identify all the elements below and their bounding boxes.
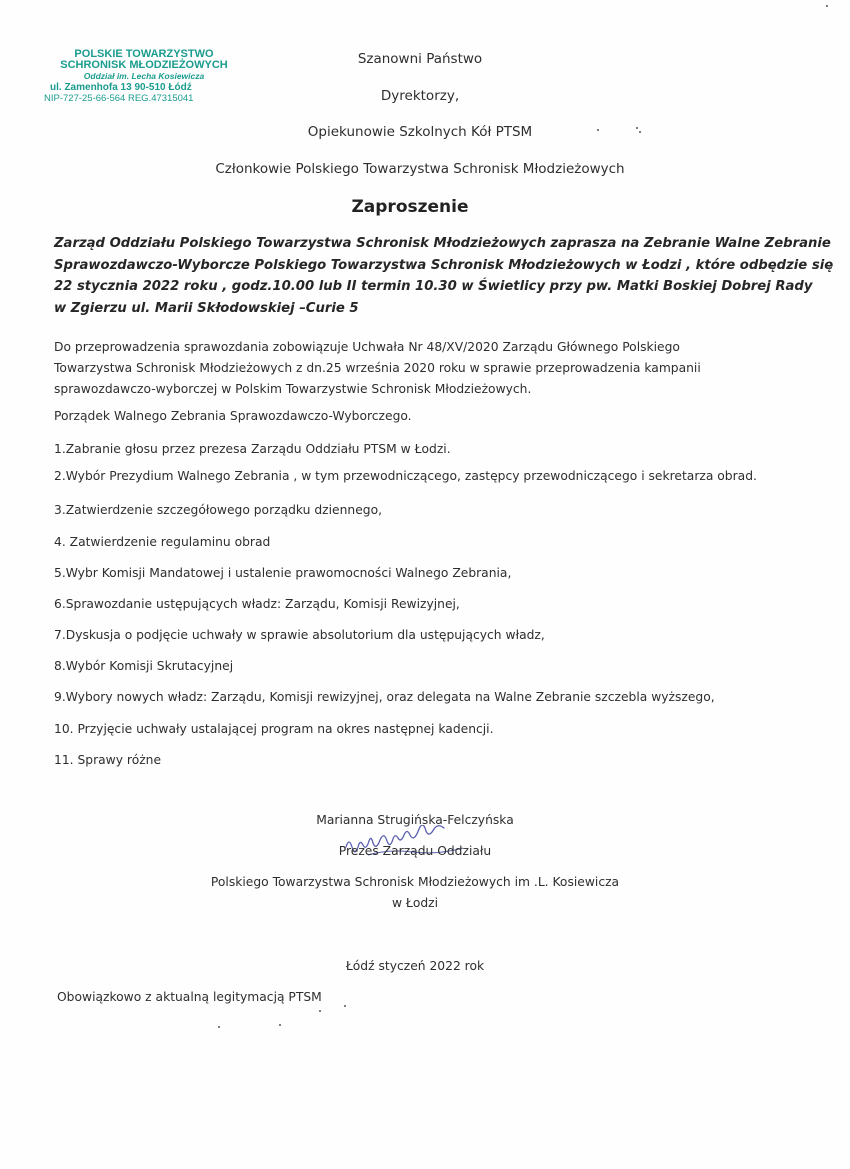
document-date: Łódź styczeń 2022 rok: [345, 959, 485, 973]
agenda-item: 11. Sprawy różne: [54, 753, 162, 767]
paragraph-line: sprawozdawczo-wyborczej w Polskim Towarzystwie Schronisk Młodzieżowych.: [54, 382, 532, 396]
footer-note: Obowiązkowo z aktualną legitymacją PTSM: [57, 990, 322, 1004]
scan-speck: [826, 5, 828, 7]
signatory-city: w Łodzi: [391, 896, 439, 910]
salutation-line-3: Opiekunowie Szkolnych Kół PTSM: [307, 124, 533, 140]
paragraph-line: Do przeprowadzenia sprawozdania zobowiązuje Uchwała Nr 48/XV/2020 Zarządu Głównego Polskiego: [54, 340, 680, 354]
scan-speck: [319, 1010, 321, 1012]
intro-line: Sprawozdawczo-Wyborcze Polskiego Towarzystwa Schronisk Młodzieżowych w Łodzi , które odbędzie się: [54, 257, 834, 273]
stamp-line-4: ul. Zamenhofa 13 90-510 Łódź: [50, 82, 192, 93]
intro-line: Zarząd Oddziału Polskiego Towarzystwa Schronisk Młodzieżowych zaprasza na Zebranie Walne Zebranie: [54, 236, 831, 251]
agenda-item: 6.Sprawozdanie ustępujących władz: Zarządu, Komisji Rewizyjnej,: [54, 597, 460, 611]
document-title: Zaproszenie: [351, 197, 469, 217]
scan-speck: [218, 1026, 220, 1028]
legal-basis-paragraph: [54, 337, 794, 400]
signatory-organization: Polskiego Towarzystwa Schronisk Młodzieżowych im .L. Kosiewicza: [210, 875, 620, 889]
agenda-item: 10. Przyjęcie uchwały ustalającej program na okres następnej kadencji.: [54, 722, 494, 736]
intro-line: w Zgierzu ul. Marii Skłodowskiej –Curie 5: [54, 301, 359, 317]
agenda-item: 2.Wybór Prezydium Walnego Zebrania , w tym przewodniczącego, zastępcy przewodniczącego i sekretarza obrad.: [54, 469, 757, 483]
stamp-line-1: POLSKIE TOWARZYSTWO: [74, 48, 214, 60]
scan-speck: [597, 129, 599, 131]
scan-speck: [279, 1024, 281, 1026]
stamp-line-3: Oddział im. Lecha Kosiewicza: [83, 71, 205, 81]
agenda-item: 3.Zatwierdzenie szczegółowego porządku dziennego,: [54, 503, 383, 517]
agenda-item: 4. Zatwierdzenie regulaminu obrad: [54, 535, 271, 549]
salutation-line-2: Dyrektorzy,: [380, 88, 460, 104]
salutation-line-4: Członkowie Polskiego Towarzystwa Schronisk Młodzieżowych: [215, 161, 625, 177]
agenda-header: Porządek Walnego Zebrania Sprawozdawczo-Wyborczego.: [54, 409, 412, 423]
signatory-name: Marianna Strugińska-Felczyńska: [316, 813, 514, 827]
agenda-item: 9.Wybory nowych władz: Zarządu, Komisji rewizyjnej, oraz delegata na Walne Zebranie szczebla wyższego,: [54, 690, 715, 704]
agenda-item: 1.Zabranie głosu przez prezesa Zarządu Oddziału PTSM w Łodzi.: [54, 442, 451, 456]
scan-speck: [639, 131, 641, 133]
invitation-intro: [54, 233, 834, 320]
intro-line: 22 stycznia 2022 roku , godz.10.00 lub II termin 10.30 w Świetlicy przy pw. Matki Boskiej Dobrej Rady: [54, 279, 813, 295]
scan-speck: [636, 127, 638, 129]
signatory-position: Prezes Zarządu Oddziału: [338, 844, 492, 858]
agenda-item: 7.Dyskusja o podjęcie uchwały w sprawie absolutorium dla ustępujących władz,: [54, 628, 545, 642]
stamp-line-5: NIP-727-25-66-564 REG.47315041: [44, 93, 194, 104]
scan-speck: [344, 1005, 346, 1007]
salutation-line-1: Szanowni Państwo: [357, 51, 483, 67]
stamp-line-2: SCHRONISK MŁODZIEŻOWYCH: [60, 59, 228, 71]
paragraph-line: Towarzystwa Schronisk Młodzieżowych z dn.25 września 2020 roku w sprawie przeprowadzenia kampanii: [54, 361, 701, 375]
agenda-item: 8.Wybór Komisji Skrutacyjnej: [54, 659, 234, 673]
agenda-item: 5.Wybr Komisji Mandatowej i ustalenie prawomocności Walnego Zebrania,: [54, 566, 512, 580]
